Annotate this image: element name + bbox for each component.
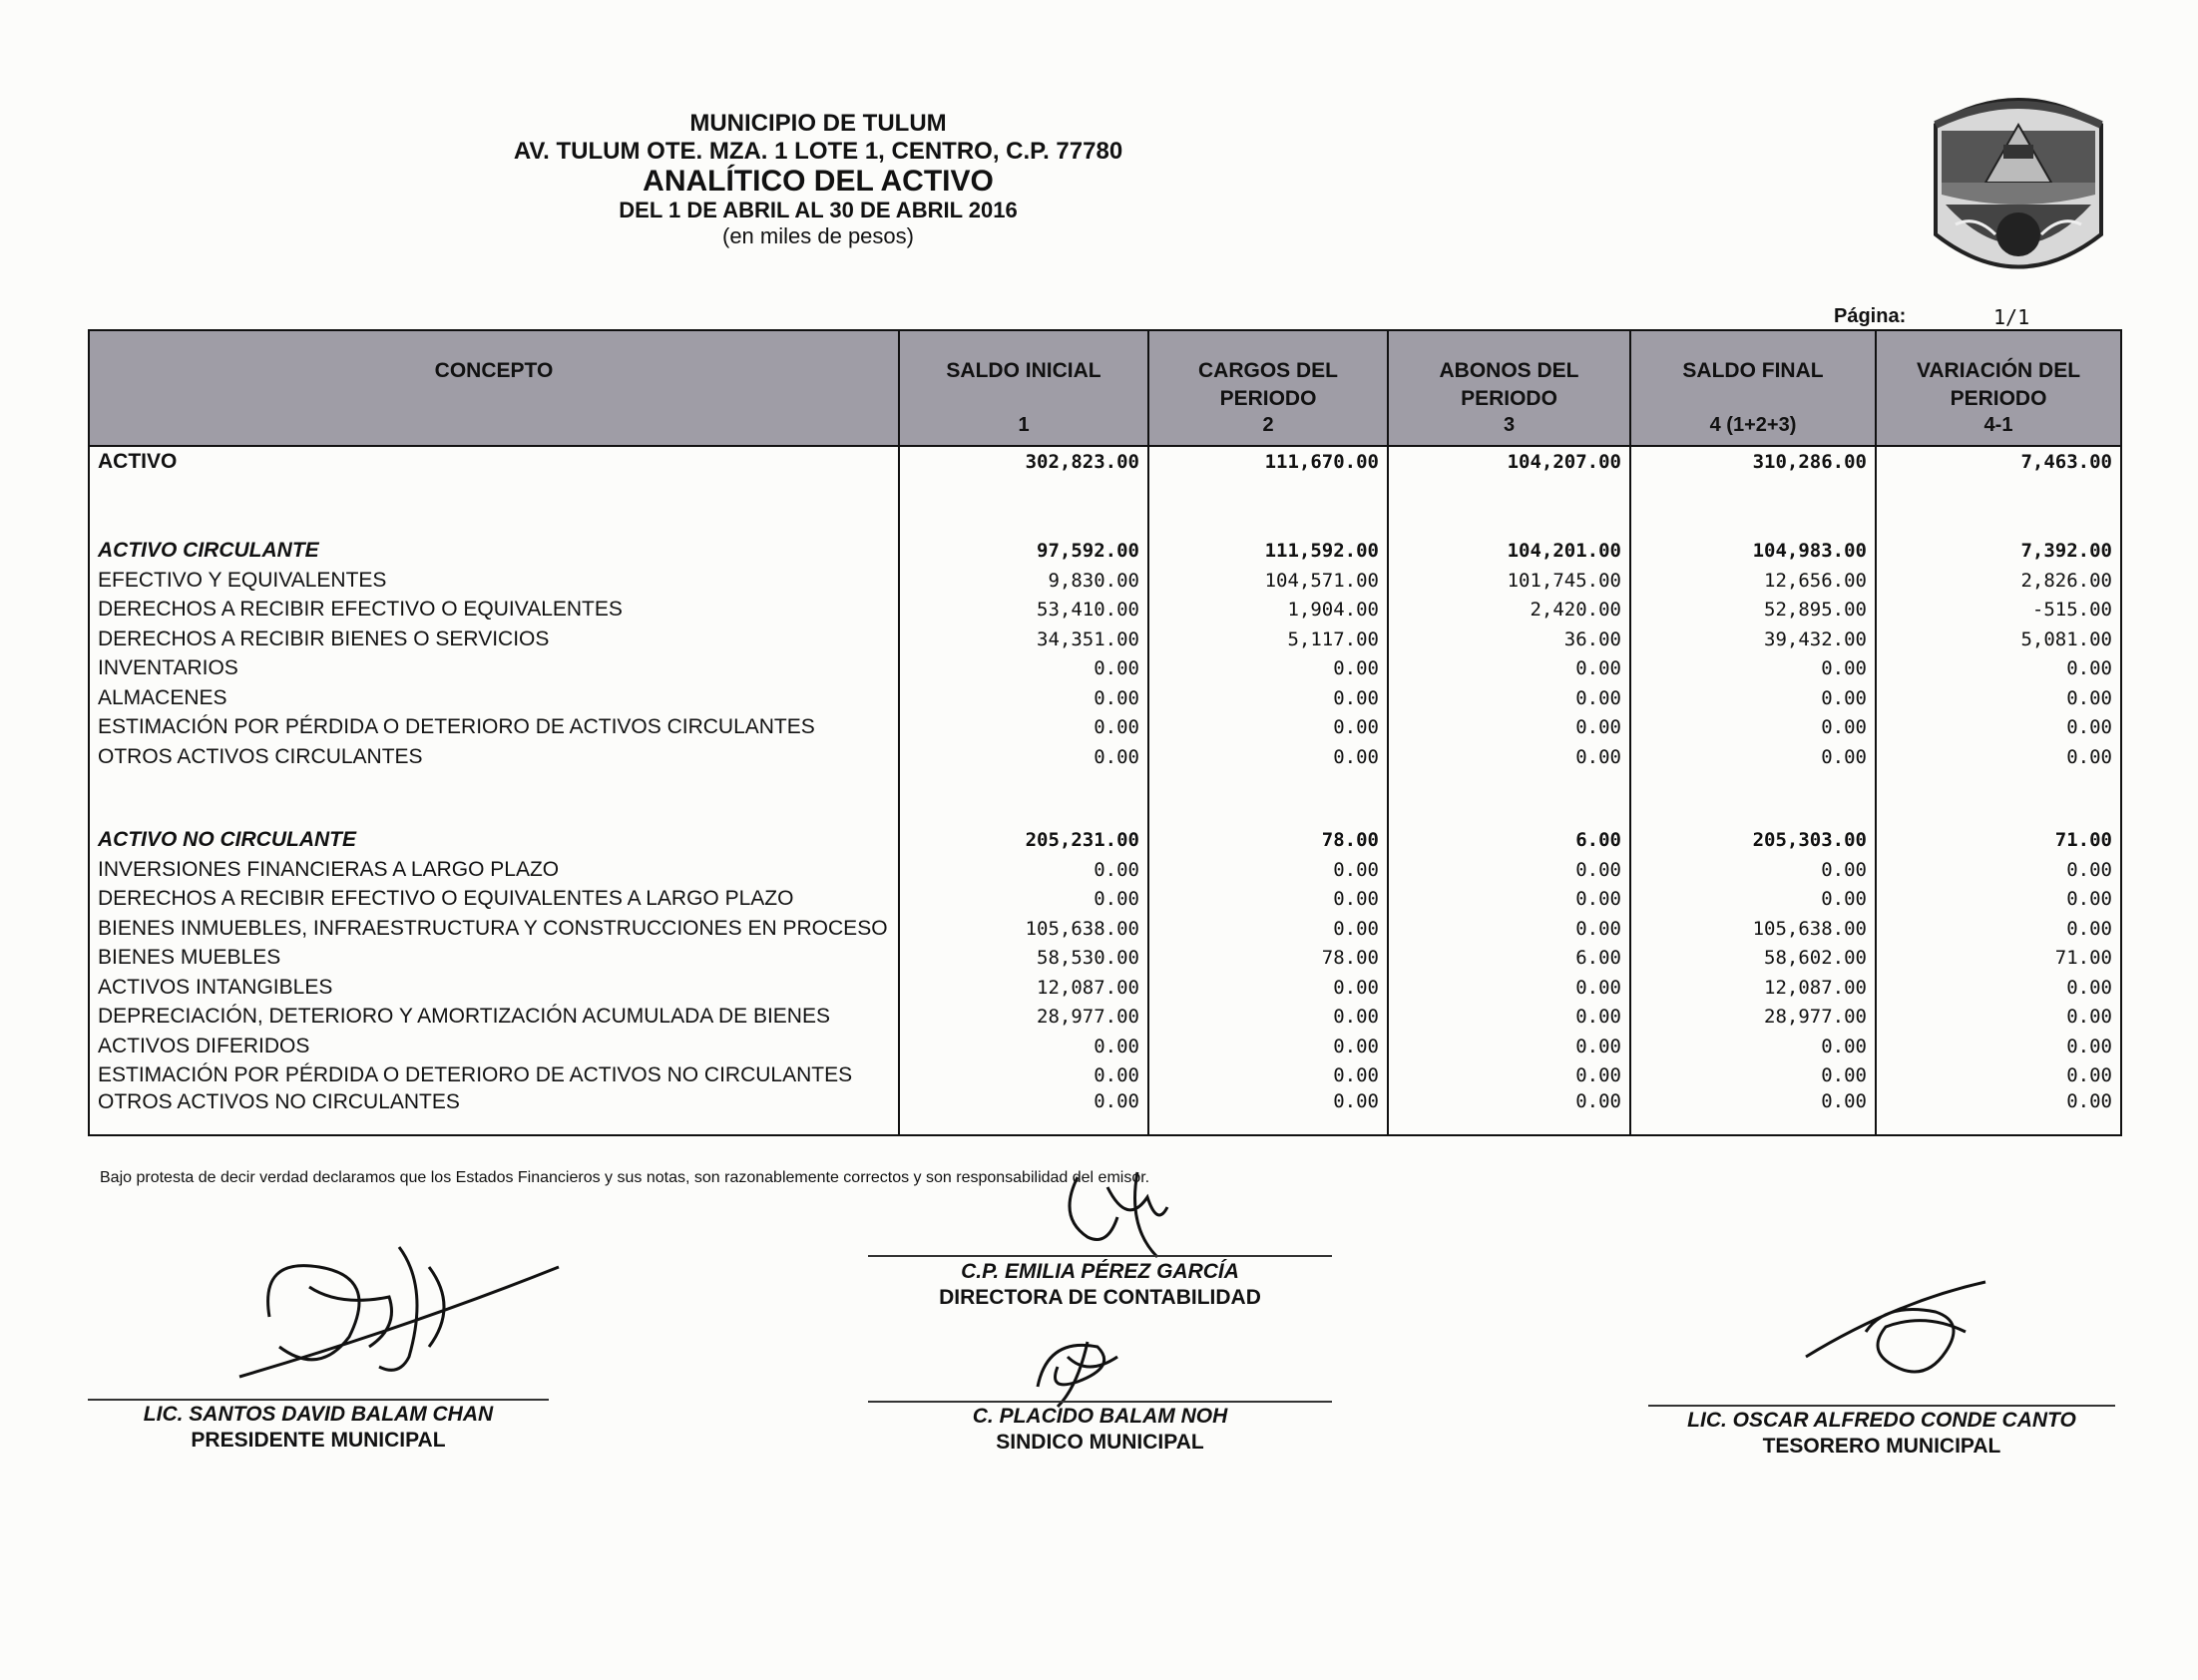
- row-value: 0.00: [899, 1061, 1148, 1091]
- column-title: CONCEPTO: [434, 359, 554, 382]
- row-value: 0.00: [1388, 973, 1630, 1003]
- row-value: 12,087.00: [899, 973, 1148, 1003]
- row-value: 0.00: [1388, 1003, 1630, 1033]
- row-value: 0.00: [1388, 1061, 1630, 1091]
- signature-line: [1648, 1405, 2115, 1407]
- report-units: (en miles de pesos): [722, 223, 914, 248]
- row-value: 0.00: [1148, 1032, 1388, 1061]
- table-row: [89, 826, 2121, 856]
- row-value: [1148, 477, 1388, 537]
- row-concept: ACTIVO: [89, 446, 899, 477]
- column-number: 4-1: [1983, 414, 2013, 436]
- table-row: [89, 855, 2121, 885]
- row-value: 0.00: [1630, 855, 1876, 885]
- row-value: 0.00: [1388, 683, 1630, 713]
- row-value: 0.00: [1630, 1032, 1876, 1061]
- signature-mark: [1018, 1327, 1147, 1412]
- row-concept: DEPRECIACIÓN, DETERIORO Y AMORTIZACIÓN ACUMULADA DE BIENES: [89, 1003, 899, 1033]
- row-concept: BIENES INMUEBLES, INFRAESTRUCTURA Y CONSTRUCCIONES EN PROCESO: [89, 914, 899, 944]
- row-value: 6.00: [1388, 826, 1630, 856]
- row-value: 101,745.00: [1388, 566, 1630, 596]
- column-number: 2: [1262, 414, 1274, 436]
- row-value: 105,638.00: [899, 914, 1148, 944]
- row-value: 0.00: [899, 742, 1148, 772]
- row-value: 0.00: [1876, 683, 2121, 713]
- signature-line: [88, 1399, 549, 1401]
- table-row: [89, 477, 2121, 537]
- column-title: VARIACIÓN DEL PERIODO: [1916, 359, 2081, 410]
- signatory-title: DIRECTORA DE CONTABILIDAD: [939, 1286, 1261, 1309]
- row-value: 52,895.00: [1630, 596, 1876, 626]
- row-value: 12,656.00: [1630, 566, 1876, 596]
- row-value: 7,463.00: [1876, 446, 2121, 477]
- row-value: 0.00: [899, 885, 1148, 915]
- row-concept: [89, 772, 899, 826]
- row-value: 0.00: [1630, 1090, 1876, 1135]
- row-value: 7,392.00: [1876, 537, 2121, 567]
- row-concept: DERECHOS A RECIBIR EFECTIVO O EQUIVALENTES A LARGO PLAZO: [89, 885, 899, 915]
- column-number: 1: [1018, 414, 1030, 436]
- row-value: 205,231.00: [899, 826, 1148, 856]
- row-value: [1630, 772, 1876, 826]
- row-concept: ESTIMACIÓN POR PÉRDIDA O DETERIORO DE ACTIVOS CIRCULANTES: [89, 713, 899, 743]
- table-row: [89, 1032, 2121, 1061]
- row-value: 1,904.00: [1148, 596, 1388, 626]
- entity-address: AV. TULUM OTE. MZA. 1 LOTE 1, CENTRO, C.P. 77780: [513, 138, 1123, 165]
- row-value: 0.00: [899, 855, 1148, 885]
- table-row: [89, 973, 2121, 1003]
- column-title: ABONOS DEL PERIODO: [1439, 359, 1579, 410]
- row-value: [899, 477, 1148, 537]
- table-row: [89, 654, 2121, 684]
- row-value: 71.00: [1876, 944, 2121, 974]
- row-value: 0.00: [1876, 973, 2121, 1003]
- table-header-row: [89, 330, 2121, 446]
- row-value: 0.00: [1630, 683, 1876, 713]
- row-value: -515.00: [1876, 596, 2121, 626]
- row-value: 28,977.00: [899, 1003, 1148, 1033]
- row-value: 0.00: [899, 683, 1148, 713]
- row-concept: BIENES MUEBLES: [89, 944, 899, 974]
- row-value: 0.00: [1630, 742, 1876, 772]
- row-value: 0.00: [899, 1032, 1148, 1061]
- asset-analysis-table: [88, 329, 2122, 1136]
- row-value: 0.00: [1388, 654, 1630, 684]
- row-value: 39,432.00: [1630, 625, 1876, 654]
- row-value: 97,592.00: [899, 537, 1148, 567]
- row-value: 0.00: [1876, 742, 2121, 772]
- row-concept: DERECHOS A RECIBIR EFECTIVO O EQUIVALENTES: [89, 596, 899, 626]
- row-value: 0.00: [1148, 713, 1388, 743]
- table-row: [89, 713, 2121, 743]
- row-value: 105,638.00: [1630, 914, 1876, 944]
- row-value: [1876, 772, 2121, 826]
- row-value: 0.00: [1148, 1061, 1388, 1091]
- table-row: [89, 446, 2121, 477]
- signature-mark: [229, 1227, 569, 1387]
- row-value: [899, 772, 1148, 826]
- document-header: [0, 110, 1636, 249]
- table-row: [89, 885, 2121, 915]
- row-value: [1876, 477, 2121, 537]
- row-concept: OTROS ACTIVOS NO CIRCULANTES: [89, 1090, 899, 1135]
- row-value: 0.00: [1148, 683, 1388, 713]
- row-value: 36.00: [1388, 625, 1630, 654]
- row-concept: ACTIVO CIRCULANTE: [89, 537, 899, 567]
- signature-line: [868, 1255, 1332, 1257]
- signatory-name: C. PLACIDO BALAM NOH: [972, 1405, 1228, 1428]
- row-value: 0.00: [899, 654, 1148, 684]
- signatory-title: PRESIDENTE MUNICIPAL: [191, 1429, 446, 1452]
- row-value: 0.00: [1148, 855, 1388, 885]
- row-value: 78.00: [1148, 944, 1388, 974]
- row-value: 0.00: [1148, 654, 1388, 684]
- row-value: 0.00: [1148, 914, 1388, 944]
- municipal-seal-icon: [1916, 85, 2121, 279]
- signatory-name: C.P. EMILIA PÉREZ GARCÍA: [961, 1260, 1239, 1283]
- row-value: 0.00: [1388, 1090, 1630, 1135]
- row-value: [1148, 772, 1388, 826]
- row-value: 0.00: [1876, 1003, 2121, 1033]
- row-value: 205,303.00: [1630, 826, 1876, 856]
- row-value: 0.00: [1630, 654, 1876, 684]
- row-value: 5,117.00: [1148, 625, 1388, 654]
- row-value: 0.00: [1148, 742, 1388, 772]
- column-title: SALDO INICIAL: [946, 359, 1101, 382]
- row-value: 5,081.00: [1876, 625, 2121, 654]
- entity-name: MUNICIPIO DE TULUM: [689, 110, 947, 137]
- row-concept: [89, 477, 899, 537]
- report-period: DEL 1 DE ABRIL AL 30 DE ABRIL 2016: [619, 198, 1018, 222]
- signature-mark: [1796, 1272, 1995, 1392]
- column-title: SALDO FINAL: [1682, 359, 1824, 382]
- column-header: [1148, 330, 1388, 446]
- row-value: 0.00: [1388, 855, 1630, 885]
- page-label: Página:: [1834, 305, 1907, 327]
- row-value: 0.00: [1876, 855, 2121, 885]
- row-value: 0.00: [899, 713, 1148, 743]
- row-value: 12,087.00: [1630, 973, 1876, 1003]
- row-value: 0.00: [1630, 885, 1876, 915]
- row-concept: ESTIMACIÓN POR PÉRDIDA O DETERIORO DE ACTIVOS NO CIRCULANTES: [89, 1061, 899, 1091]
- row-concept: ALMACENES: [89, 683, 899, 713]
- row-concept: EFECTIVO Y EQUIVALENTES: [89, 566, 899, 596]
- row-value: [1388, 477, 1630, 537]
- signatory-title: TESORERO MUNICIPAL: [1762, 1435, 2001, 1458]
- row-value: 0.00: [1388, 885, 1630, 915]
- table-row: [89, 537, 2121, 567]
- column-header: [1630, 330, 1876, 446]
- row-value: 111,592.00: [1148, 537, 1388, 567]
- row-value: 0.00: [1630, 713, 1876, 743]
- signature-line: [868, 1401, 1332, 1403]
- row-concept: ACTIVO NO CIRCULANTE: [89, 826, 899, 856]
- row-concept: OTROS ACTIVOS CIRCULANTES: [89, 742, 899, 772]
- row-value: 9,830.00: [899, 566, 1148, 596]
- row-value: 0.00: [1876, 914, 2121, 944]
- row-value: 302,823.00: [899, 446, 1148, 477]
- column-number: 3: [1503, 414, 1516, 436]
- row-value: 0.00: [1388, 914, 1630, 944]
- row-value: 2,420.00: [1388, 596, 1630, 626]
- row-value: 0.00: [1876, 713, 2121, 743]
- table-row: [89, 625, 2121, 654]
- row-value: 0.00: [1876, 1061, 2121, 1091]
- row-value: 0.00: [1876, 1032, 2121, 1061]
- table-row: [89, 914, 2121, 944]
- table-body: [89, 446, 2121, 1135]
- column-header: [1876, 330, 2121, 446]
- row-concept: ACTIVOS DIFERIDOS: [89, 1032, 899, 1061]
- row-concept: DERECHOS A RECIBIR BIENES O SERVICIOS: [89, 625, 899, 654]
- signatory-name: LIC. SANTOS DAVID BALAM CHAN: [143, 1403, 494, 1426]
- row-value: 0.00: [1876, 654, 2121, 684]
- row-value: 104,983.00: [1630, 537, 1876, 567]
- row-value: 0.00: [899, 1090, 1148, 1135]
- row-value: 58,530.00: [899, 944, 1148, 974]
- document-title: ANALÍTICO DEL ACTIVO: [643, 165, 994, 198]
- row-value: 0.00: [1630, 1061, 1876, 1091]
- row-value: 2,826.00: [1876, 566, 2121, 596]
- row-value: 0.00: [1388, 742, 1630, 772]
- table-row: [89, 1061, 2121, 1091]
- row-value: 34,351.00: [899, 625, 1148, 654]
- table-row: [89, 772, 2121, 826]
- table-row: [89, 944, 2121, 974]
- page-number: 1/1: [1993, 305, 2030, 329]
- column-header: [1388, 330, 1630, 446]
- row-value: 0.00: [1876, 1090, 2121, 1135]
- disclaimer-text: Bajo protesta de decir verdad declaramos que los Estados Financieros y sus notas, son razonablemente correctos y son responsabilidad del emisor.: [100, 1169, 1150, 1186]
- row-value: [1388, 772, 1630, 826]
- row-value: 0.00: [1388, 713, 1630, 743]
- column-header: [89, 330, 899, 446]
- row-value: [1630, 477, 1876, 537]
- table-row: [89, 566, 2121, 596]
- row-value: 78.00: [1148, 826, 1388, 856]
- row-value: 28,977.00: [1630, 1003, 1876, 1033]
- row-value: 6.00: [1388, 944, 1630, 974]
- row-value: 0.00: [1148, 1090, 1388, 1135]
- row-value: 0.00: [1148, 1003, 1388, 1033]
- row-value: 0.00: [1148, 973, 1388, 1003]
- table-row: [89, 1003, 2121, 1033]
- row-value: 310,286.00: [1630, 446, 1876, 477]
- row-value: 104,201.00: [1388, 537, 1630, 567]
- row-value: 104,207.00: [1388, 446, 1630, 477]
- signature-mark: [1048, 1167, 1197, 1262]
- signatory-name: LIC. OSCAR ALFREDO CONDE CANTO: [1687, 1409, 2076, 1432]
- row-value: 53,410.00: [899, 596, 1148, 626]
- table-row: [89, 1090, 2121, 1135]
- row-value: 111,670.00: [1148, 446, 1388, 477]
- column-number: 4 (1+2+3): [1709, 414, 1797, 436]
- table-row: [89, 596, 2121, 626]
- row-concept: INVERSIONES FINANCIERAS A LARGO PLAZO: [89, 855, 899, 885]
- column-header: [899, 330, 1148, 446]
- row-concept: ACTIVOS INTANGIBLES: [89, 973, 899, 1003]
- row-value: 71.00: [1876, 826, 2121, 856]
- row-value: 58,602.00: [1630, 944, 1876, 974]
- row-concept: INVENTARIOS: [89, 654, 899, 684]
- table-row: [89, 683, 2121, 713]
- row-value: 0.00: [1388, 1032, 1630, 1061]
- table-row: [89, 742, 2121, 772]
- column-title: CARGOS DEL PERIODO: [1197, 359, 1338, 410]
- row-value: 0.00: [1876, 885, 2121, 915]
- signatory-title: SINDICO MUNICIPAL: [996, 1431, 1204, 1454]
- row-value: 104,571.00: [1148, 566, 1388, 596]
- row-value: 0.00: [1148, 885, 1388, 915]
